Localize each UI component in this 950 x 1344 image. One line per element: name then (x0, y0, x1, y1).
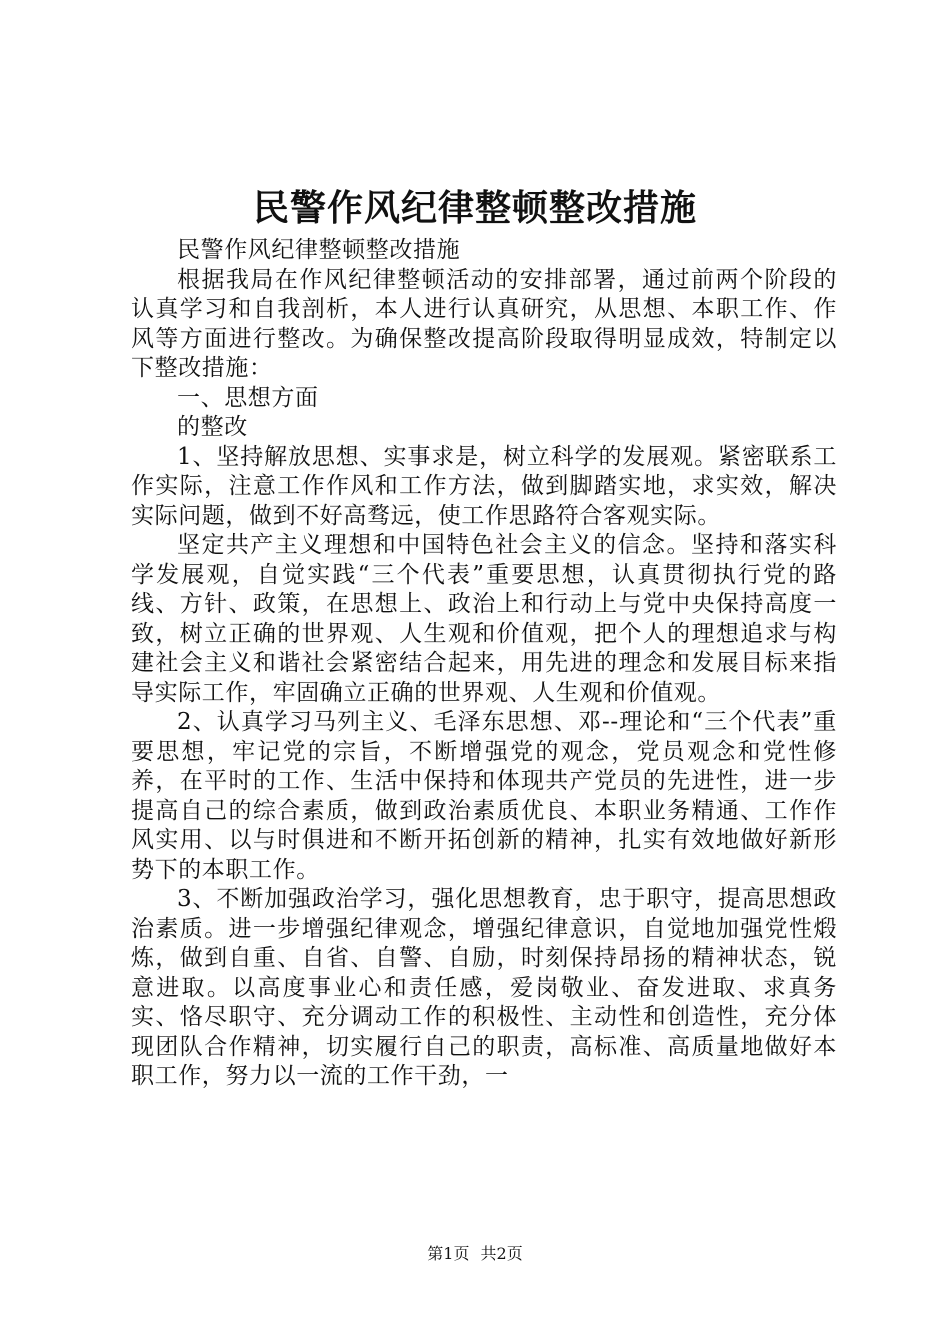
page-total: 共2页 (480, 1244, 523, 1263)
paragraph: 坚定共产主义理想和中国特色社会主义的信念。坚持和落实科学发展观，自觉实践“三个代表”重要思想，认真贯彻执行党的路线、方针、政策，在思想上、政治上和行动上与党中央保持高度一致，树立正确的世界观、人生观和价值观，把个人的理想追求与构建社会主义和谐社会紧密结合起来，用先进的理念和发展目标来指导实际工作，牢固确立正确的世界观、人生观和价值观。 (131, 532, 837, 706)
document-body (131, 236, 837, 1092)
paragraph: 1、坚持解放思想、实事求是，树立科学的发展观。紧密联系工作实际，注意工作作风和工作方法，做到脚踏实地，求实效，解决实际问题，做到不好高骛远，使工作思路符合客观实际。 (131, 443, 837, 529)
paragraph: 一、思想方面 (177, 384, 319, 411)
paragraph: 的整改 (177, 414, 248, 440)
paragraph: 民警作风纪律整顿整改措施 (177, 237, 461, 263)
paragraph: 2、认真学习马列主义、毛泽东思想、邓--理论和“三个代表”重要思想，牢记党的宗旨，不断增强党的观念，党员观念和党性修养，在平时的工作、生活中保持和体现共产党员的先进性，进一步提高自己的综合素质，做到政治素质优良、本职业务精通、工作作风实用、以与时俱进和不断开拓创新的精神，扎实有效地做好新形势下的本职工作。 (131, 709, 837, 883)
page-footer (0, 1243, 950, 1265)
paragraph: 3、不断加强政治学习，强化思想教育，忠于职守，提高思想政治素质。进一步增强纪律观念，增强纪律意识，自觉地加强党性煅炼，做到自重、自省、自警、自励，时刻保持昂扬的精神状态，锐意进取。以高度事业心和责任感，爱岗敬业、奋发进取、求真务实、恪尽职守、充分调动工作的积极性、主动性和创造性，充分体现团队合作精神，切实履行自己的职责，高标准、高质量地做好本职工作，努力以一流的工作干劲，一 (131, 886, 837, 1089)
page-number: 第1页 (427, 1244, 470, 1263)
document-title: 民警作风纪律整顿整改措施 (252, 187, 697, 229)
paragraph: 根据我局在作风纪律整顿活动的安排部署，通过前两个阶段的认真学习和自我剖析，本人进行认真研究，从思想、本职工作、作风等方面进行整改。为确保整改提高阶段取得明显成效，特制定以下整改措施： (131, 266, 837, 381)
